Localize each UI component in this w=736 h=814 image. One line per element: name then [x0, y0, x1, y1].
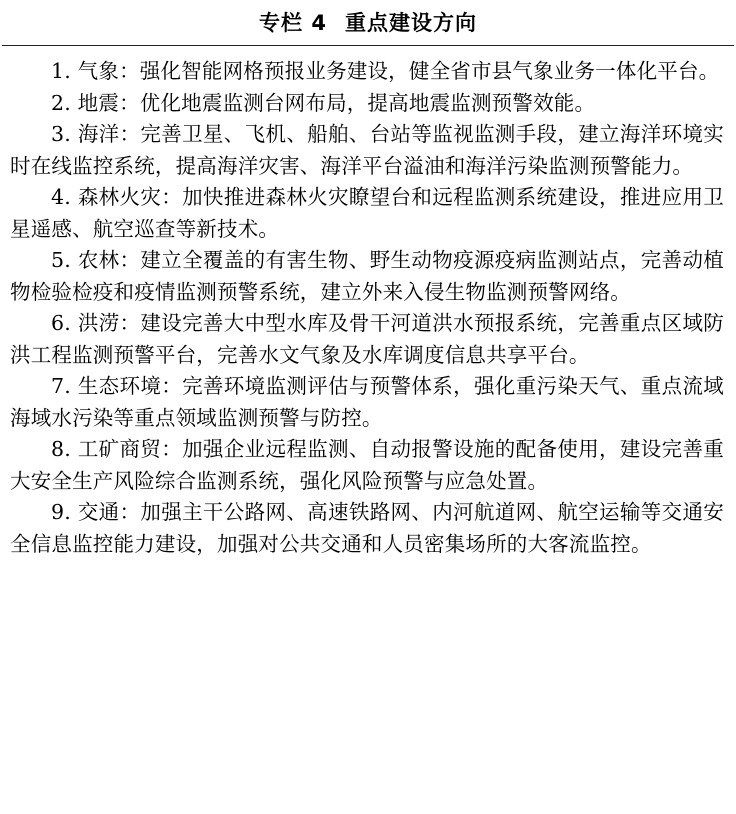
list-item: 1. 气象：强化智能网格预报业务建设，健全省市县气象业务一体化平台。 [51, 59, 720, 83]
list-item: 9. 交通：加强主干公路网、高速铁路网、内河航道网、航空运输等交通安全信息监控能力建设，加强对公共交通和人员密集场所的大客流监控。 [10, 500, 724, 556]
box-title-text: 重点建设方向 [344, 11, 477, 35]
list-item: 8. 工矿商贸：加强企业远程监测、自动报警设施的配备使用，建设完善重大安全生产风险综合监测系统，强化风险预警与应急处置。 [10, 437, 724, 493]
list-item: 3. 海洋：完善卫星、飞机、船舶、台站等监视监测手段，建立海洋环境实时在线监控系统，提高海洋灾害、海洋平台溢油和海洋污染监测预警能力。 [10, 122, 724, 178]
box-title-label: 专栏 4 [259, 11, 327, 35]
box-title [0, 0, 736, 45]
list-item: 7. 生态环境：完善环境监测评估与预警体系，强化重污染天气、重点流域海域水污染等重点领域监测预警与防控。 [10, 374, 724, 430]
list-item: 5. 农林：建立全覆盖的有害生物、野生动物疫源疫病监测站点，完善动植物检验检疫和疫情监测预警系统，建立外来入侵生物监测预警网络。 [10, 248, 724, 304]
box-content [0, 46, 736, 560]
list-item: 6. 洪涝：建设完善大中型水库及骨干河道洪水预报系统，完善重点区域防洪工程监测预警平台，完善水文气象及水库调度信息共享平台。 [10, 311, 724, 367]
list-item: 4. 森林火灾：加快推进森林火灾瞭望台和远程监测系统建设，推进应用卫星遥感、航空巡查等新技术。 [10, 185, 724, 241]
list-item: 2. 地震：优化地震监测台网布局，提高地震监测预警效能。 [51, 90, 596, 115]
